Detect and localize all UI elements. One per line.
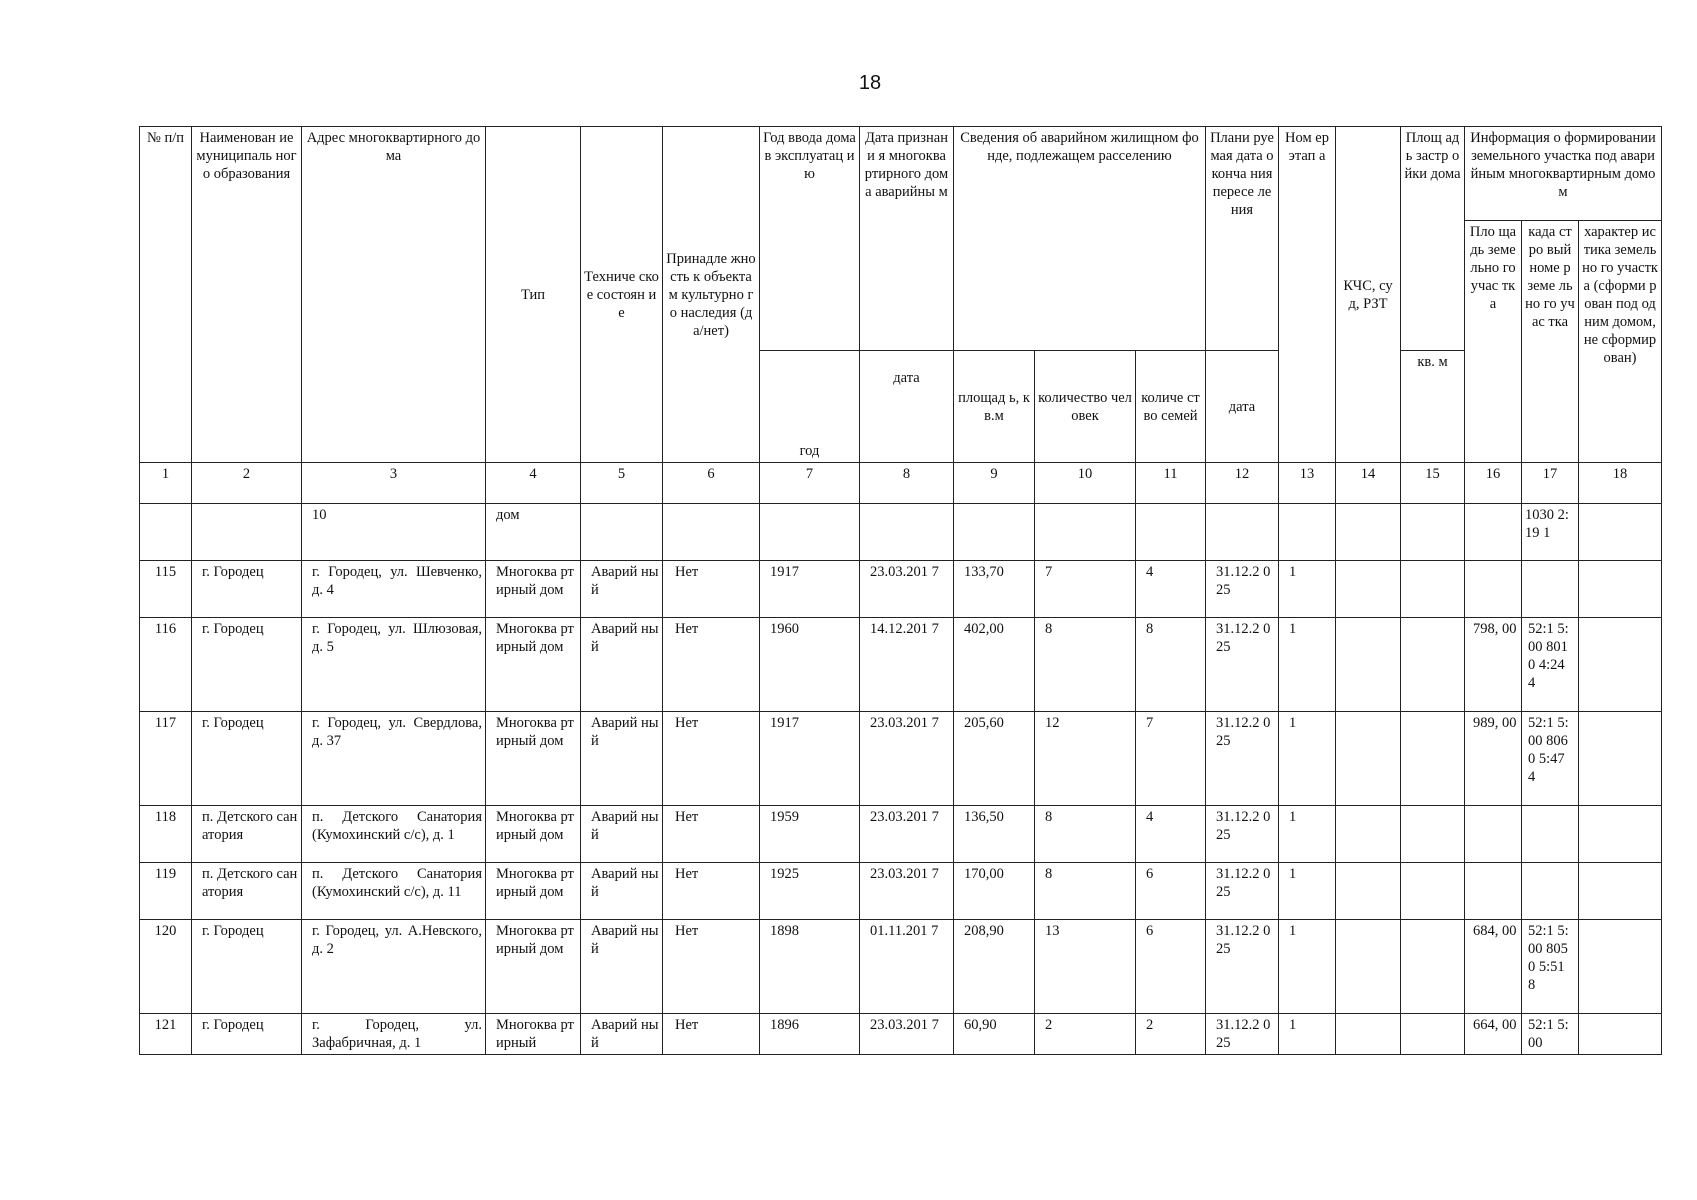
column-number: 1 bbox=[140, 463, 192, 504]
kchs-cell bbox=[1336, 806, 1401, 863]
column-number: 13 bbox=[1279, 463, 1336, 504]
column-number: 9 bbox=[954, 463, 1035, 504]
header-cell-planned-end-date: Плани руемая дата оконча ния пересе ления bbox=[1206, 127, 1279, 351]
row-number-cell: 121 bbox=[140, 1014, 192, 1055]
column-number: 10 bbox=[1035, 463, 1136, 504]
state-cell: Аварий ный bbox=[581, 561, 663, 618]
type-cell: Многоква ртирный дом bbox=[486, 561, 581, 618]
land-character-cell bbox=[1579, 1014, 1662, 1055]
row-number-cell: 120 bbox=[140, 920, 192, 1014]
cadastral-cell bbox=[1522, 806, 1579, 863]
row-number-cell: 119 bbox=[140, 863, 192, 920]
building-area-cell bbox=[1401, 1014, 1465, 1055]
type-cell: Многоква ртирный дом bbox=[486, 863, 581, 920]
kchs-cell bbox=[1336, 920, 1401, 1014]
year-cell: 1959 bbox=[760, 806, 860, 863]
header-cell-people-count: количество человек bbox=[1035, 351, 1136, 463]
area-cell: 60,90 bbox=[954, 1014, 1035, 1055]
table-row bbox=[140, 920, 1662, 1014]
column-number: 2 bbox=[192, 463, 302, 504]
column-number: 12 bbox=[1206, 463, 1279, 504]
state-cell: Аварий ный bbox=[581, 863, 663, 920]
table-row-continuation bbox=[140, 504, 1662, 561]
column-number: 6 bbox=[663, 463, 760, 504]
stage-cell: 1 bbox=[1279, 561, 1336, 618]
cadastral-cell: 52:1 5:00 bbox=[1522, 1014, 1579, 1055]
building-area-cell bbox=[1401, 806, 1465, 863]
land-area-cell: 684, 00 bbox=[1465, 920, 1522, 1014]
end-date-cell: 31.12.2 025 bbox=[1206, 863, 1279, 920]
land-area-cell bbox=[1465, 561, 1522, 618]
type-cell: Многоква ртирный дом bbox=[486, 712, 581, 806]
families-cell: 2 bbox=[1136, 1014, 1206, 1055]
header-cell-kchs: КЧС, суд, РЗТ bbox=[1336, 127, 1401, 463]
heritage-cell: Нет bbox=[663, 561, 760, 618]
heritage-cell: Нет bbox=[663, 863, 760, 920]
header-cell-land-area: Пло щадь земе льно го учас тка bbox=[1465, 221, 1522, 463]
people-cell: 8 bbox=[1035, 806, 1136, 863]
heritage-cell: Нет bbox=[663, 806, 760, 863]
header-cell-land-character: характер истика земельно го участка (сформи рован под одним домом, не сформир ован) bbox=[1579, 221, 1662, 463]
land-character-cell bbox=[1579, 806, 1662, 863]
type-cell: Многоква ртирный bbox=[486, 1014, 581, 1055]
municipality-cell: г. Городец bbox=[192, 920, 302, 1014]
header-cell-address: Адрес многоквартирного дома bbox=[302, 127, 486, 463]
header-cell-municipality: Наименован ие муниципаль ного образования bbox=[192, 127, 302, 463]
column-number: 4 bbox=[486, 463, 581, 504]
cadastral-cell bbox=[1522, 561, 1579, 618]
table-row bbox=[140, 618, 1662, 712]
end-date-cell: 31.12.2 025 bbox=[1206, 920, 1279, 1014]
cadastral-cell: 52:1 5:00 8010 4:24 4 bbox=[1522, 618, 1579, 712]
header-cell-number: № п/п bbox=[140, 127, 192, 463]
state-cell: Аварий ный bbox=[581, 712, 663, 806]
column-number: 5 bbox=[581, 463, 663, 504]
end-date-cell: 31.12.2 025 bbox=[1206, 561, 1279, 618]
end-date-cell: 31.12.2 025 bbox=[1206, 806, 1279, 863]
area-cell: 402,00 bbox=[954, 618, 1035, 712]
recognition-date-cell: 23.03.201 7 bbox=[860, 561, 954, 618]
municipality-cell: г. Городец bbox=[192, 1014, 302, 1055]
type-cell: Многоква ртирный дом bbox=[486, 920, 581, 1014]
people-cell: 12 bbox=[1035, 712, 1136, 806]
year-cell: 1898 bbox=[760, 920, 860, 1014]
column-number: 11 bbox=[1136, 463, 1206, 504]
recognition-date-cell: 14.12.201 7 bbox=[860, 618, 954, 712]
column-number-row bbox=[140, 463, 1662, 504]
header-cell-year-commissioned: Год ввода дома в эксплуатац ию bbox=[760, 127, 860, 351]
end-date-cell: 31.12.2 025 bbox=[1206, 618, 1279, 712]
land-area-cell: 989, 00 bbox=[1465, 712, 1522, 806]
header-cell-area-sqm: площад ь, кв.м bbox=[954, 351, 1035, 463]
row-number-cell: 117 bbox=[140, 712, 192, 806]
header-cell-type: Тип bbox=[486, 127, 581, 463]
people-cell: 8 bbox=[1035, 618, 1136, 712]
stage-cell: 1 bbox=[1279, 618, 1336, 712]
land-character-cell bbox=[1579, 712, 1662, 806]
recognition-date-cell: 23.03.201 7 bbox=[860, 1014, 954, 1055]
families-cell: 4 bbox=[1136, 806, 1206, 863]
municipality-cell: п. Детского санатория bbox=[192, 863, 302, 920]
address-cell: п. Детского Санатория (Кумохинский с/с), д. 11 bbox=[302, 863, 486, 920]
municipality-cell: г. Городец bbox=[192, 618, 302, 712]
type-cell: дом bbox=[486, 504, 581, 561]
people-cell: 8 bbox=[1035, 863, 1136, 920]
recognition-date-cell: 23.03.201 7 bbox=[860, 806, 954, 863]
header-cell-building-area: Площ адь застр ойки дома bbox=[1401, 127, 1465, 351]
families-cell: 6 bbox=[1136, 920, 1206, 1014]
year-cell: 1917 bbox=[760, 712, 860, 806]
column-number: 3 bbox=[302, 463, 486, 504]
kchs-cell bbox=[1336, 712, 1401, 806]
header-cell-technical-state: Техниче ское состоян ие bbox=[581, 127, 663, 463]
kchs-cell bbox=[1336, 618, 1401, 712]
municipality-cell: г. Городец bbox=[192, 561, 302, 618]
building-area-cell bbox=[1401, 712, 1465, 806]
cadastral-cell bbox=[1522, 863, 1579, 920]
people-cell: 13 bbox=[1035, 920, 1136, 1014]
kchs-cell bbox=[1336, 561, 1401, 618]
address-cell: 10 bbox=[302, 504, 486, 561]
table-row bbox=[140, 863, 1662, 920]
heritage-cell: Нет bbox=[663, 1014, 760, 1055]
land-character-cell bbox=[1579, 618, 1662, 712]
cadastral-cell: 1030 2:19 1 bbox=[1522, 504, 1579, 561]
header-cell-heritage: Принадле жность к объектам культурно го наследия (да/нет) bbox=[663, 127, 760, 463]
land-character-cell bbox=[1579, 863, 1662, 920]
heritage-cell: Нет bbox=[663, 712, 760, 806]
column-number: 15 bbox=[1401, 463, 1465, 504]
land-area-cell bbox=[1465, 806, 1522, 863]
header-cell-date: дата bbox=[860, 351, 954, 463]
header-cell-cadastral-number: када стро вый номе р земе льно го учас тка bbox=[1522, 221, 1579, 463]
header-cell-family-count: количе ство семей bbox=[1136, 351, 1206, 463]
area-cell: 170,00 bbox=[954, 863, 1035, 920]
row-number-cell: 116 bbox=[140, 618, 192, 712]
state-cell: Аварий ный bbox=[581, 618, 663, 712]
recognition-date-cell: 23.03.201 7 bbox=[860, 863, 954, 920]
emergency-housing-table bbox=[139, 126, 1662, 1055]
families-cell: 7 bbox=[1136, 712, 1206, 806]
type-cell: Многоква ртирный дом bbox=[486, 618, 581, 712]
stage-cell: 1 bbox=[1279, 920, 1336, 1014]
area-cell: 133,70 bbox=[954, 561, 1035, 618]
address-cell: г. Городец, ул. Шевченко, д. 4 bbox=[302, 561, 486, 618]
header-cell-emergency-fund: Сведения об аварийном жилищном фонде, подлежащем расселению bbox=[954, 127, 1206, 351]
column-number: 18 bbox=[1579, 463, 1662, 504]
land-area-cell: 664, 00 bbox=[1465, 1014, 1522, 1055]
table-row bbox=[140, 1014, 1662, 1055]
table-row bbox=[140, 712, 1662, 806]
municipality-cell: г. Городец bbox=[192, 712, 302, 806]
row-number-cell: 118 bbox=[140, 806, 192, 863]
building-area-cell bbox=[1401, 561, 1465, 618]
year-cell: 1896 bbox=[760, 1014, 860, 1055]
column-number: 16 bbox=[1465, 463, 1522, 504]
table-row bbox=[140, 561, 1662, 618]
land-character-cell bbox=[1579, 920, 1662, 1014]
land-area-cell bbox=[1465, 863, 1522, 920]
recognition-date-cell: 01.11.201 7 bbox=[860, 920, 954, 1014]
type-cell: Многоква ртирный дом bbox=[486, 806, 581, 863]
address-cell: г. Городец, ул. А.Невского, д. 2 bbox=[302, 920, 486, 1014]
end-date-cell: 31.12.2 025 bbox=[1206, 1014, 1279, 1055]
header-cell-end-date: дата bbox=[1206, 351, 1279, 463]
year-cell: 1917 bbox=[760, 561, 860, 618]
column-number: 14 bbox=[1336, 463, 1401, 504]
kchs-cell bbox=[1336, 863, 1401, 920]
heritage-cell: Нет bbox=[663, 618, 760, 712]
header-cell-recognition-date: Дата признани я многоква ртирного дома аварийны м bbox=[860, 127, 954, 351]
cadastral-cell: 52:1 5:00 8060 5:47 4 bbox=[1522, 712, 1579, 806]
heritage-cell: Нет bbox=[663, 920, 760, 1014]
building-area-cell bbox=[1401, 863, 1465, 920]
stage-cell: 1 bbox=[1279, 712, 1336, 806]
area-cell: 205,60 bbox=[954, 712, 1035, 806]
header-cell-land-plot-info: Информация о формировании земельного участка под аварийным многоквартирным домом bbox=[1465, 127, 1662, 221]
address-cell: г. Городец, ул. Шлюзовая, д. 5 bbox=[302, 618, 486, 712]
area-cell: 208,90 bbox=[954, 920, 1035, 1014]
header-cell-year: год bbox=[760, 351, 860, 463]
stage-cell: 1 bbox=[1279, 806, 1336, 863]
header-cell-unit-sqm: кв. м bbox=[1401, 351, 1465, 463]
end-date-cell: 31.12.2 025 bbox=[1206, 712, 1279, 806]
recognition-date-cell: 23.03.201 7 bbox=[860, 712, 954, 806]
year-cell: 1960 bbox=[760, 618, 860, 712]
people-cell: 7 bbox=[1035, 561, 1136, 618]
cadastral-cell: 52:1 5:00 8050 5:51 8 bbox=[1522, 920, 1579, 1014]
building-area-cell bbox=[1401, 618, 1465, 712]
land-area-cell: 798, 00 bbox=[1465, 618, 1522, 712]
people-cell: 2 bbox=[1035, 1014, 1136, 1055]
row-number-cell: 115 bbox=[140, 561, 192, 618]
page-number: 18 bbox=[858, 72, 882, 94]
column-number: 8 bbox=[860, 463, 954, 504]
land-character-cell bbox=[1579, 561, 1662, 618]
header-cell-stage: Ном ер этап а bbox=[1279, 127, 1336, 463]
address-cell: г. Городец, ул. Свердлова, д. 37 bbox=[302, 712, 486, 806]
address-cell: п. Детского Санатория (Кумохинский с/с), д. 1 bbox=[302, 806, 486, 863]
area-cell: 136,50 bbox=[954, 806, 1035, 863]
state-cell: Аварий ный bbox=[581, 920, 663, 1014]
address-cell: г. Городец, ул. Зафабричная, д. 1 bbox=[302, 1014, 486, 1055]
stage-cell: 1 bbox=[1279, 1014, 1336, 1055]
column-number: 7 bbox=[760, 463, 860, 504]
state-cell: Аварий ный bbox=[581, 806, 663, 863]
families-cell: 8 bbox=[1136, 618, 1206, 712]
year-cell: 1925 bbox=[760, 863, 860, 920]
stage-cell: 1 bbox=[1279, 863, 1336, 920]
families-cell: 4 bbox=[1136, 561, 1206, 618]
municipality-cell: п. Детского санатория bbox=[192, 806, 302, 863]
building-area-cell bbox=[1401, 920, 1465, 1014]
column-number: 17 bbox=[1522, 463, 1579, 504]
kchs-cell bbox=[1336, 1014, 1401, 1055]
state-cell: Аварий ный bbox=[581, 1014, 663, 1055]
table-row bbox=[140, 806, 1662, 863]
families-cell: 6 bbox=[1136, 863, 1206, 920]
